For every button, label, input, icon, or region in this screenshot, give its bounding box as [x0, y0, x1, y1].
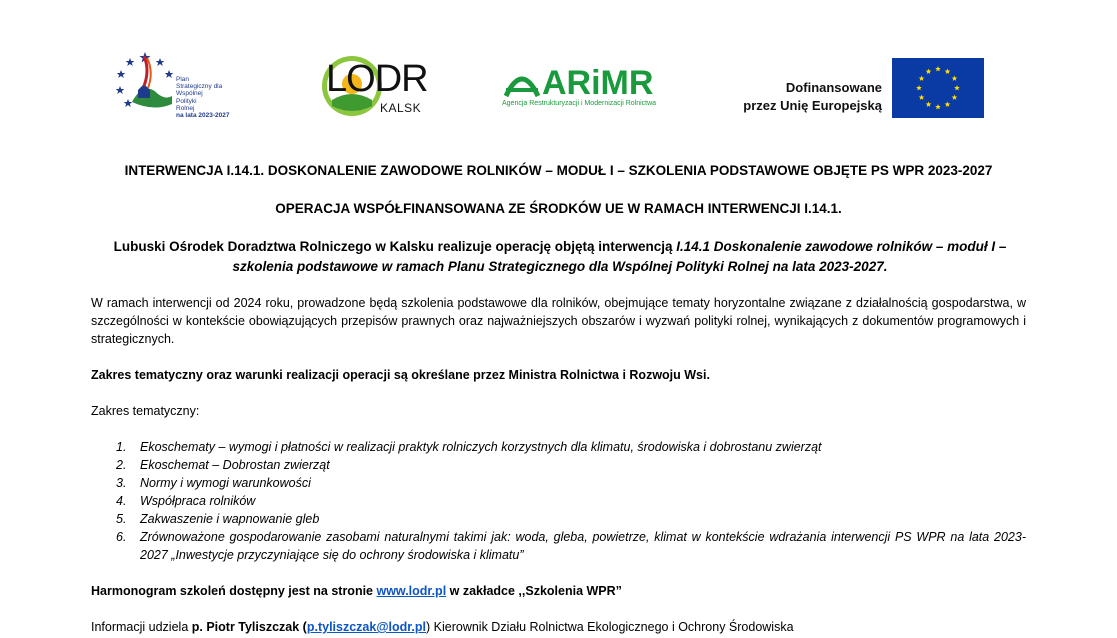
arimr-arc-icon	[502, 66, 542, 100]
list-text: Normy i wymogi warunkowości	[140, 476, 311, 490]
contact-line	[91, 618, 1026, 636]
contact-paren: (	[299, 620, 307, 634]
intro-italic: I.14.1 Doskonalenie zawodowe rolników – moduł I – szkolenia podstawowe w ramach Planu Strategicznego dla Wspólnej Polityki Rolnej na lata 2023-2027.	[232, 239, 1007, 274]
ps-wpr-line: Strategiczny dla	[176, 83, 223, 91]
list-item	[116, 456, 1026, 474]
arimr-logo	[502, 66, 667, 112]
ps-wpr-logo-text	[176, 76, 229, 119]
list-item	[116, 492, 1026, 510]
list-item	[116, 510, 1026, 528]
eu-star-icon	[945, 69, 951, 74]
eu-star-icon	[926, 69, 932, 74]
heading-intervention: INTERWENCJA I.14.1. DOSKONALENIE ZAWODOWE ROLNIKÓW – MODUŁ I – SZKOLENIA PODSTAWOWE OBJĘTE PS WPR 2023-2027	[124, 163, 993, 178]
eu-star-icon	[935, 66, 941, 71]
list-number: 5.	[116, 512, 127, 526]
list-item	[116, 474, 1026, 492]
ps-wpr-line: Rolnej	[176, 104, 195, 112]
scope-heading: Zakres tematyczny oraz warunki realizacji operacji są określane przez Ministra Rolnictwa i Rozwoju Wsi.	[91, 368, 710, 382]
list-number: 3.	[116, 476, 127, 490]
eu-star-icon	[926, 101, 932, 106]
arimr-subtitle: Agencja Restrukturyzacji i Modernizacji Rolnictwa	[502, 100, 657, 107]
list-number: 1.	[116, 440, 127, 454]
lodr-logo	[322, 54, 426, 118]
eu-flag-icon	[892, 58, 984, 118]
scope-label: Zakres tematyczny:	[91, 404, 200, 418]
lodr-website-link[interactable]: www.lodr.pl	[376, 584, 447, 598]
lodr-subtitle: KALSK	[380, 101, 422, 115]
list-text: Zrównoważone gospodarowanie zasobami naturalnymi takimi jak: woda, gleba, powietrze, klimat w kontekście wdrażania interwencji PS WPR na lata 2023-2027 „Inwestycje przyczyniające się do ochrony środowiska i klimatu”	[140, 530, 1026, 562]
list-item	[116, 528, 1026, 564]
topics-list	[116, 438, 1026, 564]
ps-wpr-line: Plan	[176, 76, 190, 83]
eu-star-icon	[952, 95, 958, 100]
eu-star-icon	[916, 85, 922, 90]
contact-text: Informacji udziela	[91, 620, 192, 634]
heading-operation: OPERACJA WSPÓŁFINANSOWANA ZE ŚRODKÓW UE W RAMACH INTERWENCJI I.14.1.	[275, 201, 842, 216]
eu-star-icon	[954, 85, 960, 90]
eu-star-icon	[935, 104, 941, 109]
eu-cofinancing-text	[732, 79, 882, 115]
list-number: 4.	[116, 494, 127, 508]
list-number: 6.	[116, 530, 127, 544]
list-text: Zakwaszenie i wapnowanie gleb	[140, 512, 320, 526]
contact-email-link[interactable]: p.tyliszczak@lodr.pl	[306, 620, 427, 634]
schedule-line	[91, 582, 1026, 600]
schedule-text: Harmonogram szkoleń dostępny jest na stronie	[91, 584, 377, 598]
description-paragraph: W ramach interwencji od 2024 roku, prowadzone będą szkolenia podstawowe dla rolników, obejmujące tematy horyzontalne związane z działalnością gospodarstwa, w szczególności w kontekście obowiązujących przepisów prawnych oraz najważniejszych obszarów i wyzwań polityki rolnej, wynikających z dokumentów programowych i strategicznych.	[91, 296, 1026, 346]
arimr-wordmark: ARiMR	[542, 64, 654, 102]
list-number: 2.	[116, 458, 127, 472]
eu-text-line: przez Unię Europejską	[743, 98, 882, 113]
ps-wpr-line: Wspólnej	[176, 90, 203, 98]
list-text: Ekoschematy – wymogi i płatności w realizacji praktyk rolniczych korzystnych dla klimatu, środowiska i dobrostanu zwierząt	[140, 440, 822, 454]
ps-wpr-line: na lata 2023-2027	[176, 112, 230, 120]
lodr-wordmark: LODR	[326, 58, 428, 100]
list-item	[116, 438, 1026, 456]
list-text: Ekoschemat – Dobrostan zwierząt	[140, 458, 330, 472]
list-text: Współpraca rolników	[140, 494, 256, 508]
eu-text-line: Dofinansowane	[785, 80, 882, 95]
eu-star-icon	[919, 95, 925, 100]
intro-paragraph	[100, 237, 1020, 277]
eu-star-icon	[952, 76, 958, 81]
schedule-text-after: w zakładce ,,Szkolenia WPR”	[446, 584, 622, 598]
ps-wpr-emblem-icon	[114, 50, 176, 112]
contact-name: p. Piotr Tyliszczak	[191, 620, 300, 634]
intro-normal: Lubuski Ośrodek Doradztwa Rolniczego w Kalsku realizuje operację objętą interwencją	[113, 239, 677, 254]
ps-wpr-line: Polityki	[176, 97, 197, 105]
eu-star-icon	[919, 76, 925, 81]
eu-star-icon	[945, 101, 951, 106]
contact-role: ) Kierownik Działu Rolnictwa Ekologicznego i Ochrony Środowiska	[426, 620, 794, 634]
logo-bar	[0, 0, 1117, 140]
eu-stars-icon	[892, 58, 984, 118]
